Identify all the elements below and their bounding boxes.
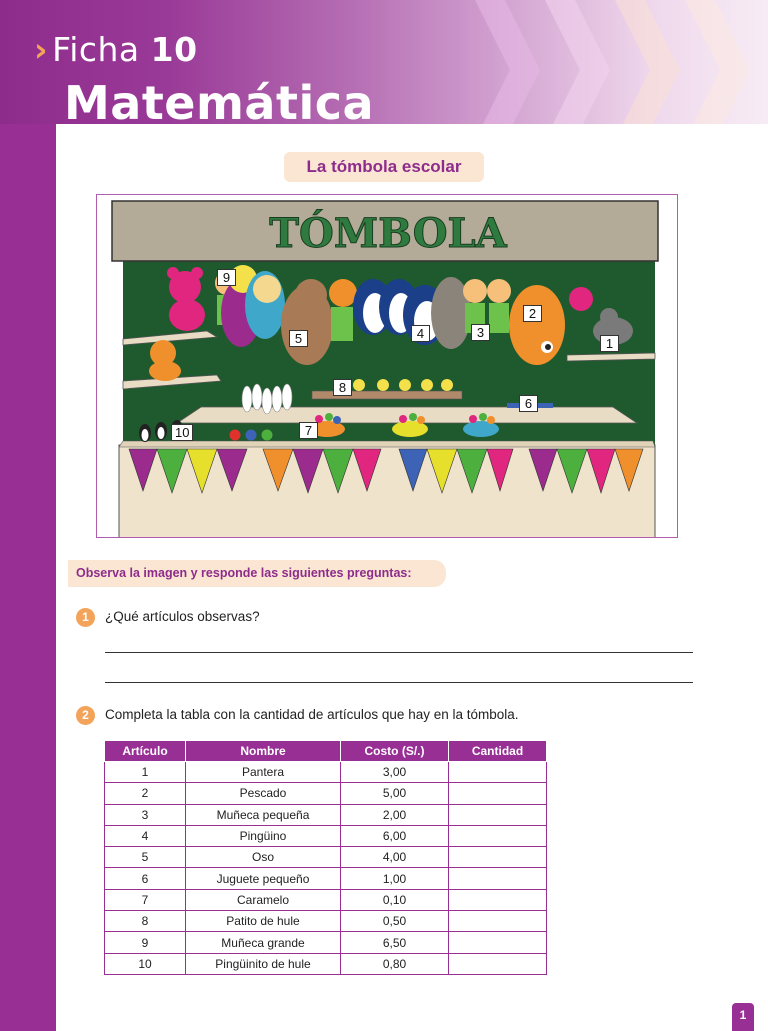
tombola-illustration (96, 194, 678, 538)
column-header-costo: Costo (S/.) (341, 741, 449, 762)
decorative-chevron (610, 0, 680, 124)
column-header-cantidad: Cantidad (449, 741, 547, 762)
cell-articulo: 9 (105, 932, 186, 953)
instructions-banner: Observa la imagen y responde las siguientes preguntas: (68, 560, 446, 587)
item-label-9: 9 (217, 269, 236, 286)
item-label-5: 5 (289, 330, 308, 347)
cell-articulo: 5 (105, 847, 186, 868)
cell-nombre: Muñeca grande (186, 932, 341, 953)
cell-cantidad[interactable] (449, 783, 547, 804)
cell-nombre: Pingüinito de hule (186, 953, 341, 974)
question-text-1: ¿Qué artículos observas? (105, 609, 260, 624)
cell-costo: 2,00 (341, 804, 449, 825)
decorative-chevron (470, 0, 540, 124)
item-label-3: 3 (471, 324, 490, 341)
left-margin-bar (0, 124, 56, 1031)
answer-line[interactable] (105, 652, 693, 653)
ficha-label: Ficha (52, 30, 140, 69)
item-label-2: 2 (523, 305, 542, 322)
cell-cantidad[interactable] (449, 825, 547, 846)
table-header-row (105, 741, 547, 762)
cell-articulo: 6 (105, 868, 186, 889)
cell-nombre: Pantera (186, 762, 341, 783)
cell-cantidad[interactable] (449, 868, 547, 889)
cell-nombre: Juguete pequeño (186, 868, 341, 889)
cell-nombre: Oso (186, 847, 341, 868)
cell-costo: 0,80 (341, 953, 449, 974)
cell-nombre: Muñeca pequeña (186, 804, 341, 825)
column-header-nombre: Nombre (186, 741, 341, 762)
table-row (105, 847, 547, 868)
cell-nombre: Pingüino (186, 825, 341, 846)
cell-articulo: 2 (105, 783, 186, 804)
cell-costo: 6,00 (341, 825, 449, 846)
column-header-articulo: Artículo (105, 741, 186, 762)
worksheet-number (34, 30, 198, 69)
cell-cantidad[interactable] (449, 911, 547, 932)
table-row (105, 783, 547, 804)
item-label-6: 6 (519, 395, 538, 412)
item-label-1: 1 (600, 335, 619, 352)
cell-articulo: 10 (105, 953, 186, 974)
cell-costo: 4,00 (341, 847, 449, 868)
decorative-chevron (540, 0, 610, 124)
cell-articulo: 4 (105, 825, 186, 846)
question-number-2: 2 (76, 706, 95, 725)
table-row (105, 953, 547, 974)
cell-costo: 0,50 (341, 911, 449, 932)
cell-costo: 1,00 (341, 868, 449, 889)
table-row (105, 911, 547, 932)
tombola-sign-text: TÓMBOLA (269, 210, 507, 257)
cell-cantidad[interactable] (449, 889, 547, 910)
cell-cantidad[interactable] (449, 762, 547, 783)
subject-title: Matemática (64, 76, 375, 124)
cell-nombre: Patito de hule (186, 911, 341, 932)
cell-articulo: 3 (105, 804, 186, 825)
cell-articulo: 1 (105, 762, 186, 783)
table-row (105, 889, 547, 910)
table-row (105, 762, 547, 783)
cell-nombre: Caramelo (186, 889, 341, 910)
page-header (0, 0, 768, 124)
page-number: 1 (732, 1003, 754, 1031)
question-number-1: 1 (76, 608, 95, 627)
item-label-4: 4 (411, 325, 430, 342)
cell-costo: 3,00 (341, 762, 449, 783)
cell-cantidad[interactable] (449, 932, 547, 953)
item-label-8: 8 (333, 379, 352, 396)
cell-costo: 5,00 (341, 783, 449, 804)
decorative-chevron (680, 0, 750, 124)
table-row (105, 804, 547, 825)
ficha-number: 10 (150, 30, 198, 69)
cell-nombre: Pescado (186, 783, 341, 804)
cell-costo: 0,10 (341, 889, 449, 910)
item-label-10: 10 (171, 424, 193, 441)
question-text-2: Completa la tabla con la cantidad de artículos que hay en la tómbola. (105, 707, 519, 722)
cell-articulo: 7 (105, 889, 186, 910)
tombola-drawing (97, 195, 678, 538)
answer-line[interactable] (105, 682, 693, 683)
cell-cantidad[interactable] (449, 804, 547, 825)
cell-articulo: 8 (105, 911, 186, 932)
table-row (105, 825, 547, 846)
items-table (104, 740, 547, 975)
cell-costo: 6,50 (341, 932, 449, 953)
chevron-right-icon: › (34, 30, 49, 69)
section-title: La tómbola escolar (284, 152, 484, 182)
item-label-7: 7 (299, 422, 318, 439)
table-row (105, 932, 547, 953)
cell-cantidad[interactable] (449, 847, 547, 868)
cell-cantidad[interactable] (449, 953, 547, 974)
table-row (105, 868, 547, 889)
